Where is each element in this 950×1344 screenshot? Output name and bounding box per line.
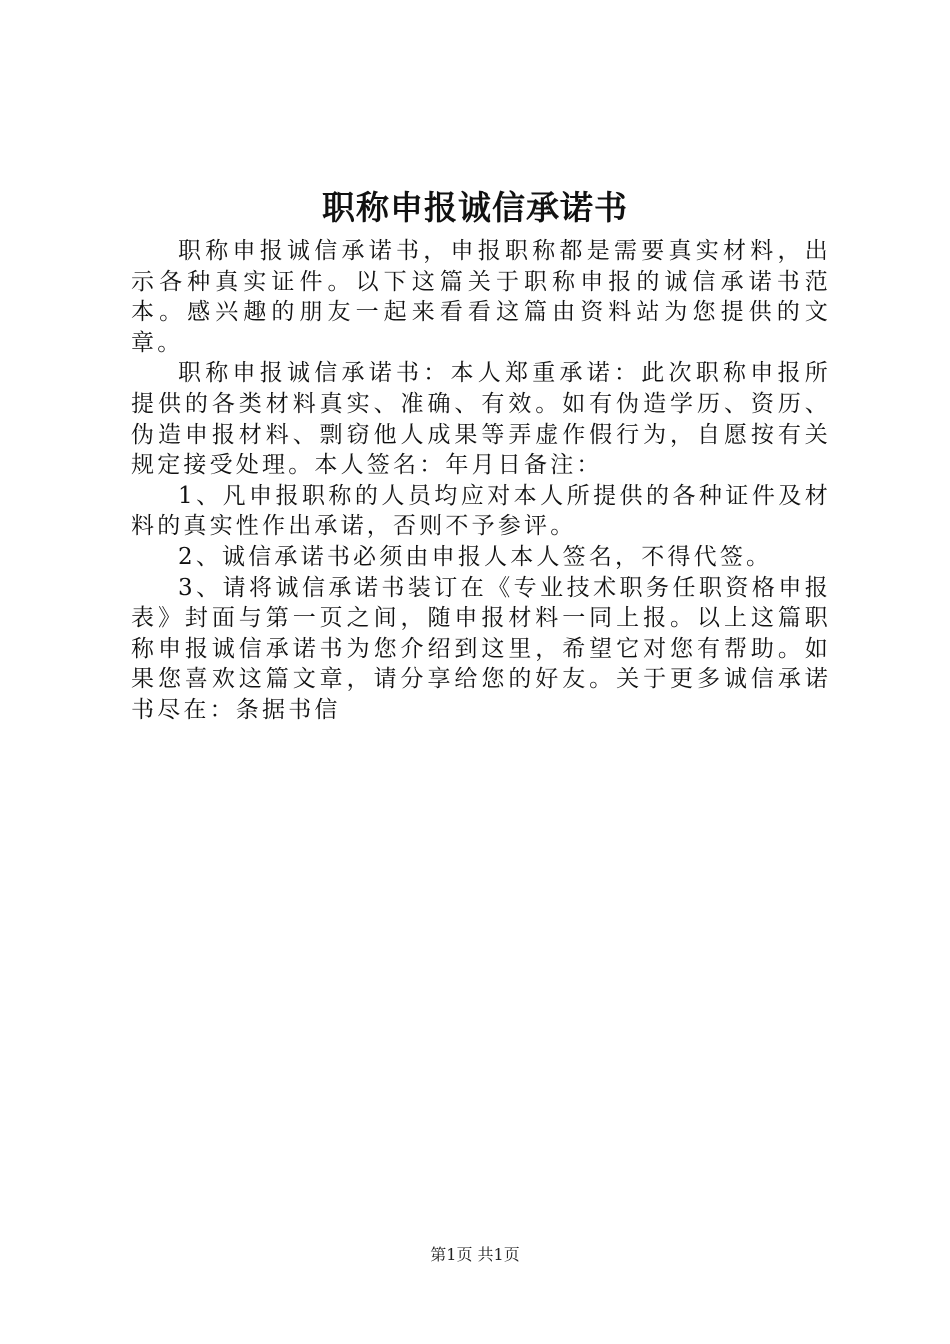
paragraph-pledge: 职称申报诚信承诺书：本人郑重承诺：此次职称申报所提供的各类材料真实、准确、有效。如有伪造学历、资历、伪造申报材料、剽窃他人成果等弄虚作假行为，自愿按有关规定接受处理。本人签名：年月日备注： — [131, 360, 831, 479]
document-body — [131, 236, 831, 726]
paragraph-intro: 职称申报诚信承诺书，申报职称都是需要真实材料，出示各种真实证件。以下这篇关于职称申报的诚信承诺书范本。感兴趣的朋友一起来看看这篇由资料站为您提供的文章。 — [131, 238, 831, 356]
page-footer: 第1页 共1页 — [430, 1245, 520, 1264]
document-title: 职称申报诚信承诺书 — [322, 188, 628, 227]
paragraph-note-1: 1、凡申报职称的人员均应对本人所提供的各种证件及材料的真实性作出承诺，否则不予参评。 — [131, 482, 831, 540]
paragraph-note-3: 3、请将诚信承诺书装订在《专业技术职务任职资格申报表》封面与第一页之间，随申报材料一同上报。以上这篇职称申报诚信承诺书为您介绍到这里，希望它对您有帮助。如果您喜欢这篇文章，请分享给您的好友。关于更多诚信承诺书尽在：条据书信 — [131, 574, 831, 723]
paragraph-note-2: 2、诚信承诺书必须由申报人本人签名，不得代签。 — [178, 543, 773, 570]
